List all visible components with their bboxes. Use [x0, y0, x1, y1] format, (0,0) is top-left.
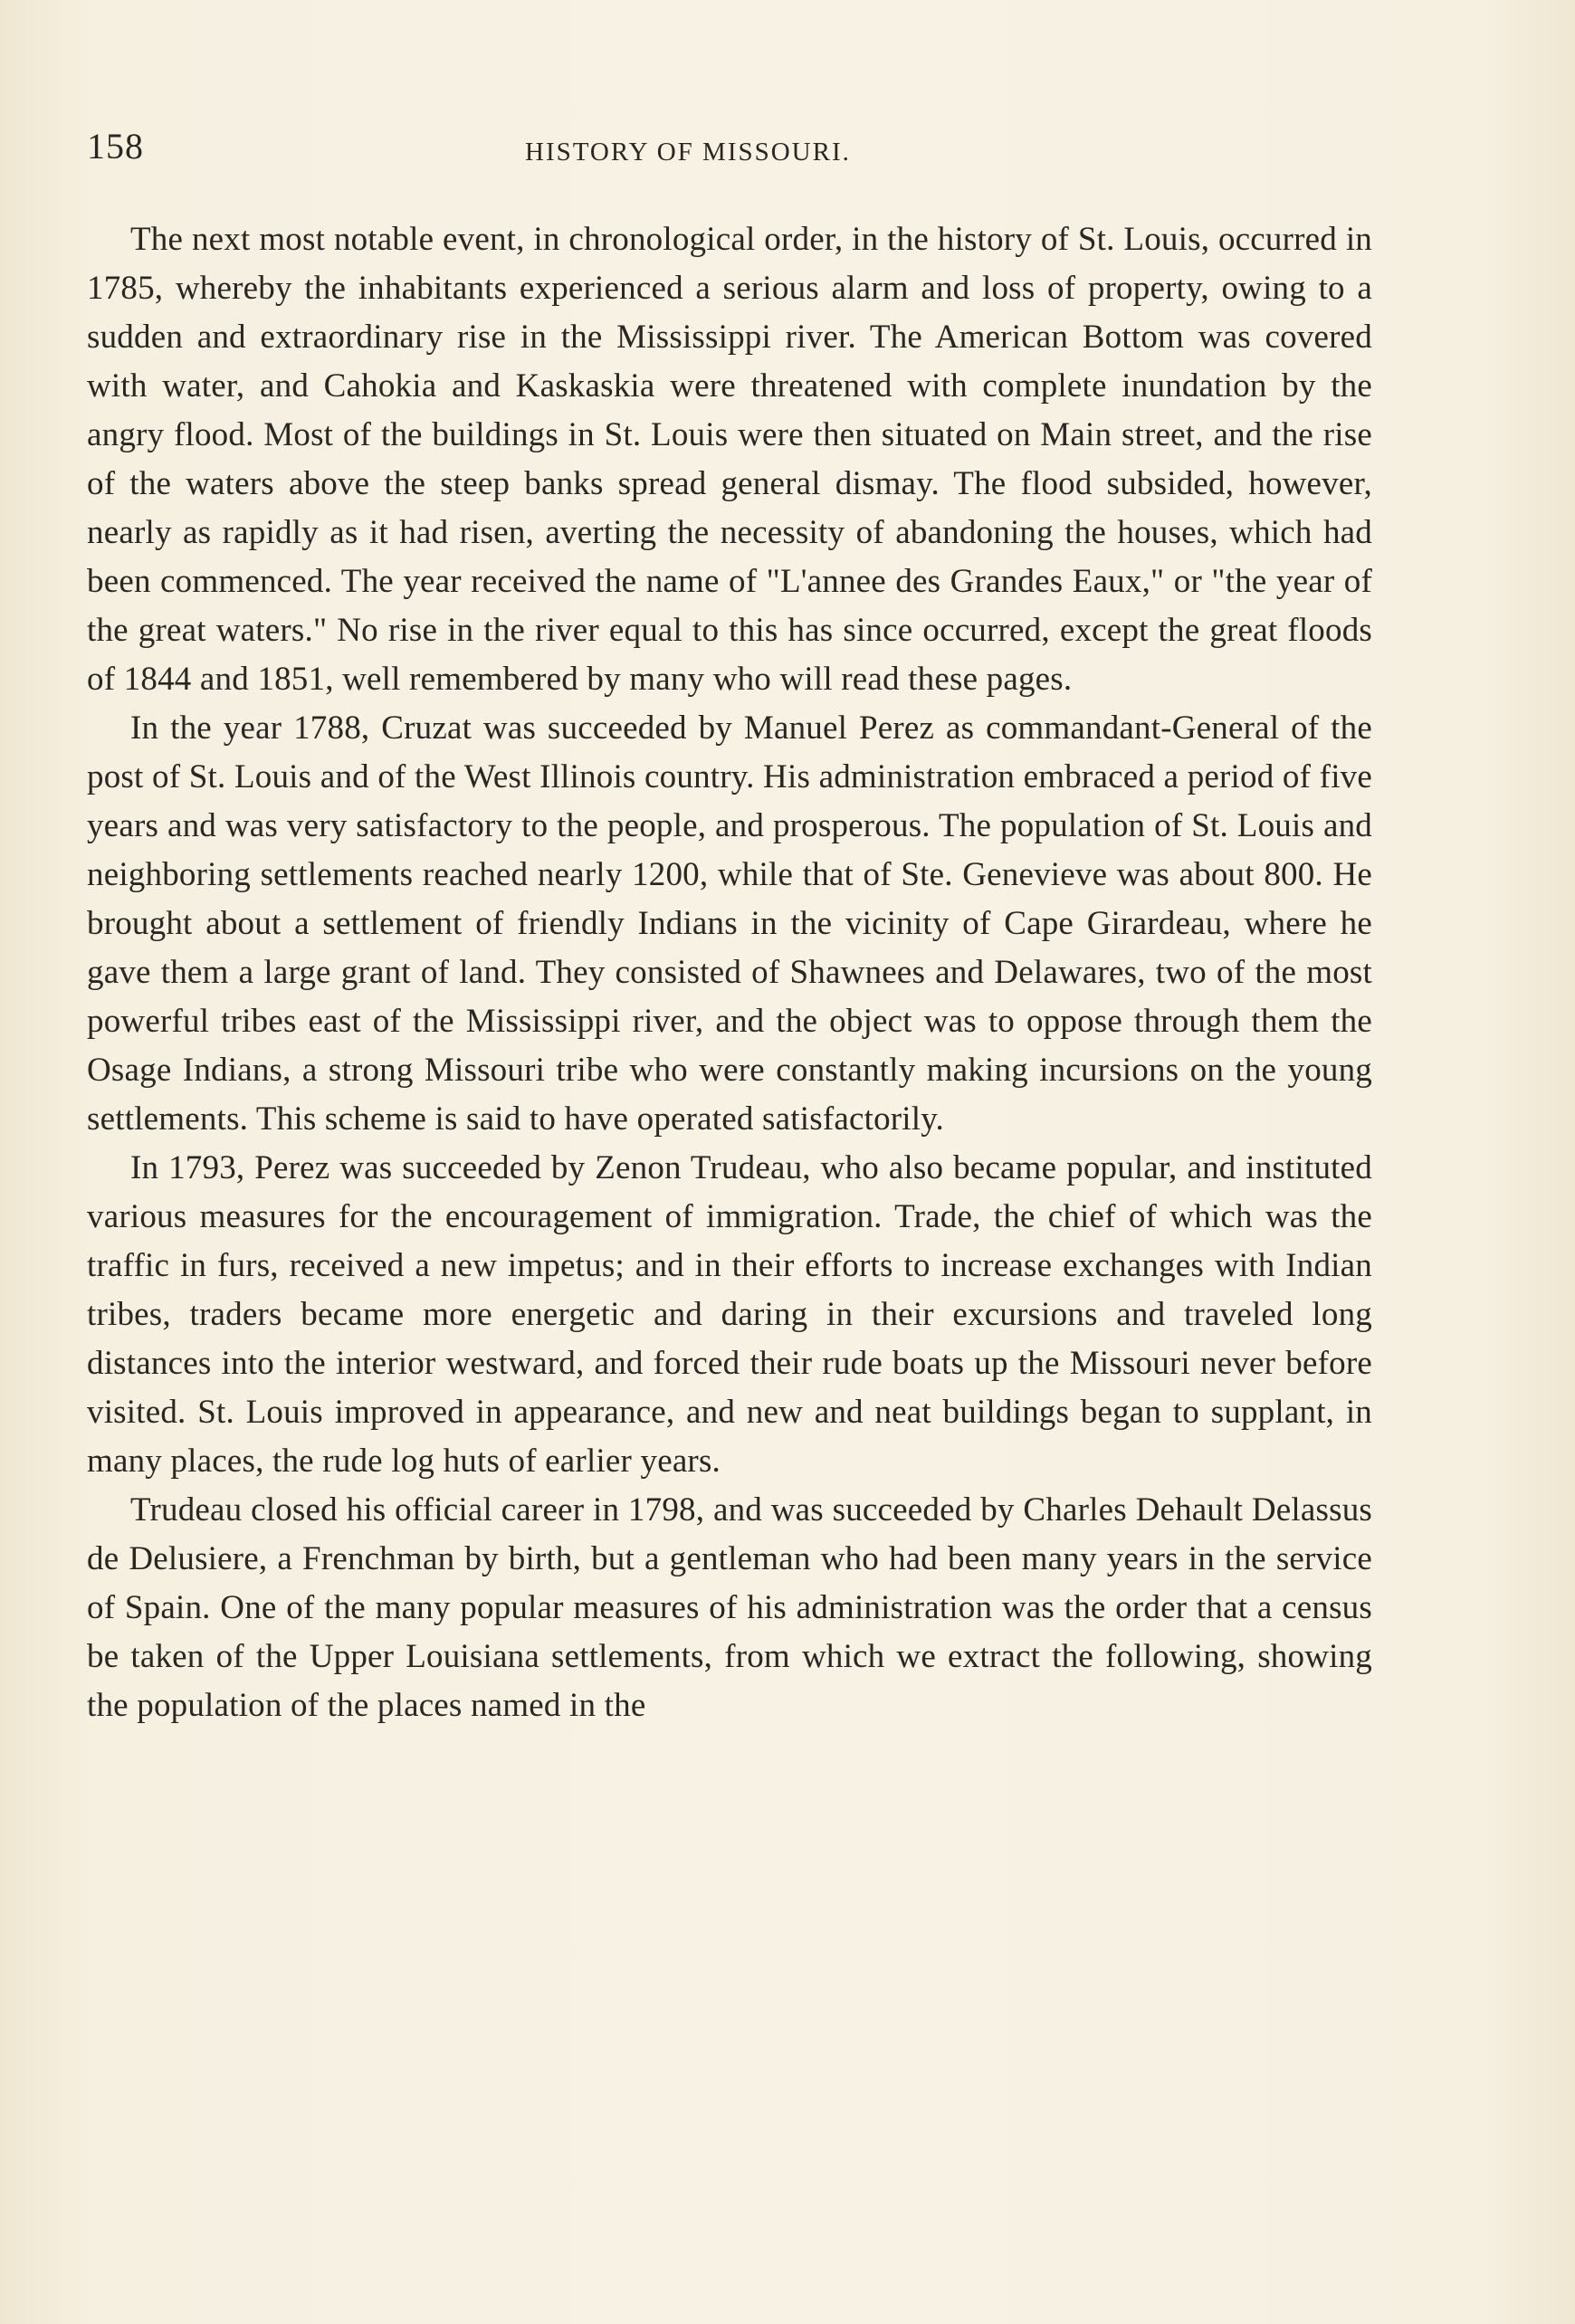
- body-text: [87, 215, 1372, 1730]
- page-header: [87, 125, 1372, 179]
- paragraph-trudeau-administration: In 1793, Perez was succeeded by Zenon Trudeau, who also became popular, and instituted various measures for the encouragement of immigration. Trade, the chief of which was the traffic in furs, received a new impetus; and in their efforts to increase exchanges with Indian tribes, traders became more energetic and daring in their excursions and traveled long distances into the interior westward, and forced their rude boats up the Missouri never before visited. St. Louis improved in appearance, and new and neat buildings began to supplant, in many places, the rude log huts of earlier years.: [87, 1149, 1372, 1480]
- paragraph-flood-1785: The next most notable event, in chronological order, in the history of St. Louis, occurred in 1785, whereby the inhabitants experienced a serious alarm and loss of property, owing to a sudden and extraordinary rise in the Mississippi river. The American Bottom was covered with water, and Cahokia and Kaskaskia were threatened with complete inundation by the angry flood. Most of the buildings in St. Louis were then situated on Main street, and the rise of the waters above the steep banks spread general dismay. The flood subsided, however, nearly as rapidly as it had risen, averting the necessity of abandoning the houses, which had been commenced. The year received the name of "L'annee des Grandes Eaux," or "the year of the great waters." No rise in the river equal to this has since occurred, except the great floods of 1844 and 1851, well remembered by many who will read these pages.: [87, 221, 1372, 698]
- paragraph-delassus-administration: Trudeau closed his official career in 1798, and was succeeded by Charles Dehault Delassus de Delusiere, a Frenchman by birth, but a gentleman who had been many years in the service of Spain. One of the many popular measures of his administration was the order that a census be taken of the Upper Louisiana settlements, from which we extract the following, showing the population of the places named in the: [87, 1491, 1372, 1724]
- running-head: HISTORY OF MISSOURI.: [525, 138, 851, 167]
- page-number: 158: [87, 126, 144, 167]
- paragraph-perez-administration: In the year 1788, Cruzat was succeeded by Manuel Perez as commandant-General of the post of St. Louis and of the West Illinois country. His administration embraced a period of five years and was very satisfactory to the people, and prosperous. The population of St. Louis and neighboring settlements reached nearly 1200, while that of Ste. Genevieve was about 800. He brought about a settlement of friendly Indians in the vicinity of Cape Girardeau, where he gave them a large grant of land. They consisted of Shawnees and Delawares, two of the most powerful tribes east of the Mississippi river, and the object was to oppose through them the Osage Indians, a strong Missouri tribe who were constantly making incursions on the young settlements. This scheme is said to have operated satisfactorily.: [87, 710, 1372, 1138]
